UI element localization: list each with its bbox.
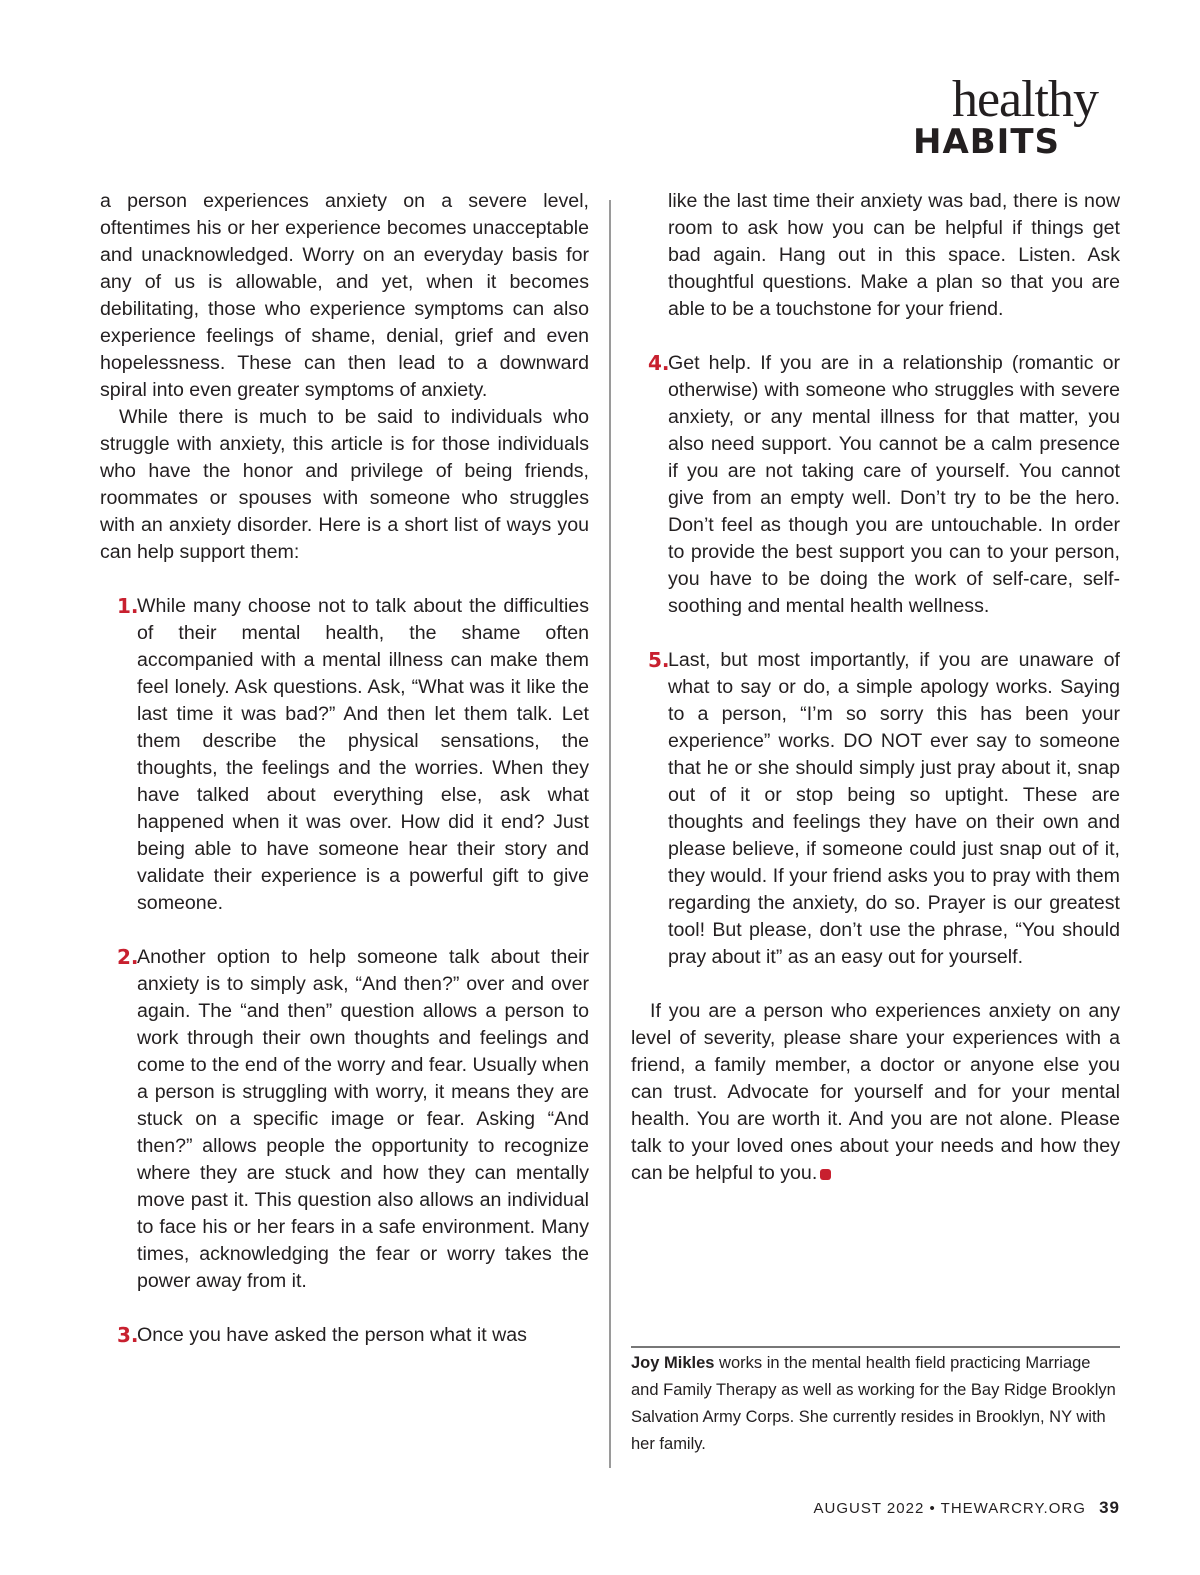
page-number: 39 (1099, 1498, 1120, 1517)
author-name: Joy Mikles (631, 1354, 715, 1372)
list-item-text: like the last time their anxiety was bad, there is now room to ask how you can be helpful if things get bad again. Hang out in this space. Listen. Ask thoughtful questions. Make a plan so that you are able to be a touchstone for your friend. (668, 190, 1120, 320)
author-bio-text: works in the mental health field practicing Marriage and Family Therapy as well as working for the Bay Ridge Brooklyn Salvation Army Corps. She currently resides in Brooklyn, NY with her family. (631, 1354, 1116, 1453)
list-item-3 (100, 1322, 589, 1349)
closing-paragraph (631, 998, 1120, 1187)
list-item-text: Get help. If you are in a relationship (romantic or otherwise) with someone who struggles with severe anxiety, or any mental illness for that matter, you also need support. You cannot be a calm presence if you are not taking care of yourself. You cannot give from an empty well. Don’t try to be the hero. Don’t feel as though you are untouchable. In order to provide the best support you can to your person, you have to be doing the work of self-care, self-soothing and mental health wellness. (668, 352, 1120, 617)
bio-divider (631, 1346, 1120, 1348)
paragraph: While there is much to be said to individuals who struggle with anxiety, this article is for those individuals who have the honor and privilege of being friends, roommates or spouses with someone who struggles with an anxiety disorder. Here is a short list of ways you can help support them: (100, 406, 589, 563)
list-number: 3. (117, 1323, 139, 1347)
list-item-text: Last, but most importantly, if you are unaware of what to say or do, a simple apology works. Saying to a person, “I’m so sorry this has been your experience” works. DO NOT ever say to someone that he or she should simply just pray about it, snap out of it or stop being so uptight. These are thoughts and feelings they have on their own and please believe, if someone could just snap out of it, they would. If your friend asks you to pray with them regarding the anxiety, do so. Prayer is our greatest tool! But please, don’t use the phrase, “You should pray about it” as an easy out for yourself. (668, 649, 1120, 968)
masthead-healthy: healthy (951, 71, 1098, 128)
list-item-1 (100, 593, 589, 917)
end-mark-icon (820, 1169, 831, 1180)
column-divider (609, 200, 611, 1468)
list-number: 2. (117, 945, 139, 969)
list-item-text: While many choose not to talk about the difficulties of their mental health, the shame often accompanied with a mental illness can make them feel lonely. Ask questions. Ask, “What was it like the last time it was bad?” And then let them talk. Let them describe the physical sensations, the thoughts, the feelings and the worries. When they have talked about everything else, ask what happened when it was over. How did it end? Just being able to have someone hear their story and validate their experience is a powerful gift to give someone. (137, 595, 589, 914)
paragraph: a person experiences anxiety on a severe level, oftentimes his or her experience becomes unacceptable and unacknowledged. Worry on an everyday basis for any of us is allowable, and yet, when it becomes debilitating, those who experience symptoms can also experience feelings of shame, denial, grief and even hopelessness. These can then lead to a downward spiral into even greater symptoms of anxiety. (100, 190, 589, 401)
list-item-text: Another option to help someone talk about their anxiety is to simply ask, “And then?” over and over again. The “and then” question allows a person to work through their own thoughts and feelings and come to the end of the worry and fear. Usually when a person is struggling with worry, it means they are stuck on a specific image or fear. Asking “And then?” allows people the opportunity to recognize where they are stuck and how they can mentally move past it. This question also allows an individual to face his or her fears in a safe environment. Many times, acknowledging the fear or worry takes the power away from it. (137, 946, 589, 1292)
footer-site: THEWARCRY.ORG (940, 1500, 1086, 1517)
section-masthead (878, 71, 1098, 164)
left-column (100, 188, 589, 1349)
list-item-text: Once you have asked the person what it was (137, 1324, 527, 1346)
list-number: 1. (117, 594, 139, 618)
right-column (631, 188, 1120, 1187)
masthead-habits: HABITS (912, 122, 1060, 162)
footer-issue: AUGUST 2022 (813, 1500, 925, 1517)
author-bio (631, 1350, 1120, 1458)
list-item-2 (100, 944, 589, 1295)
list-item-4 (631, 350, 1120, 620)
list-item-5 (631, 647, 1120, 971)
page-footer (814, 1498, 1120, 1518)
closing-text: If you are a person who experiences anxiety on any level of severity, please share your experiences with a friend, a family member, a doctor or anyone else you can trust. Advocate for yourself and for your mental health. You are worth it. And you are not alone. Please talk to your loved ones about your needs and how they can be helpful to you. (631, 1000, 1120, 1184)
list-number: 4. (648, 351, 670, 375)
footer-separator: • (929, 1500, 936, 1517)
list-number: 5. (648, 648, 670, 672)
list-item-3-continued (631, 188, 1120, 323)
